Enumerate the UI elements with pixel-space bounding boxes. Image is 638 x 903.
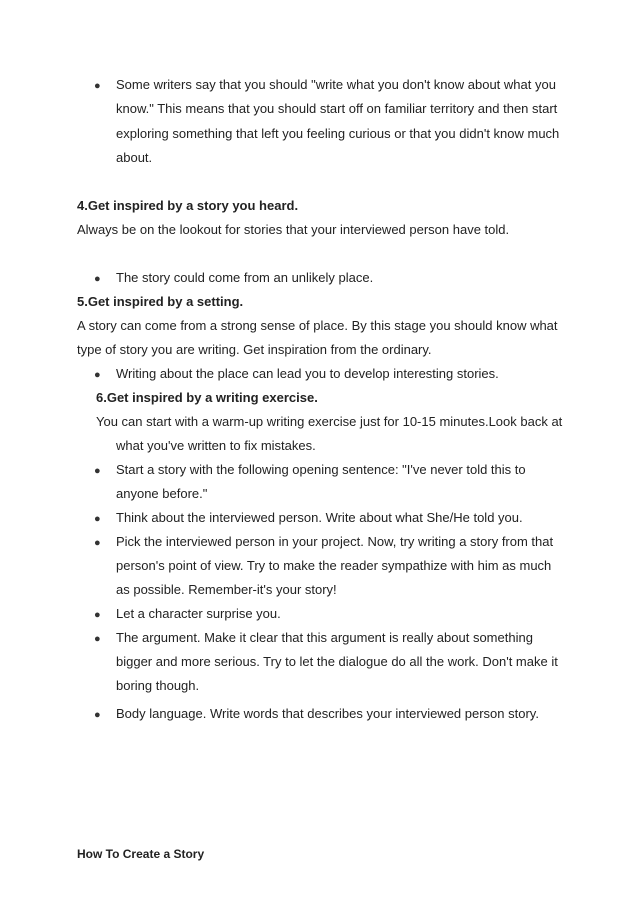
- bullet-marker: ●: [94, 537, 101, 549]
- intro-bullet-line-1: Some writers say that you should "write what you don't know about what you: [116, 77, 556, 92]
- intro-bullet-line-3: exploring something that left you feeling curious or that you didn't know much: [116, 126, 560, 141]
- intro-bullet-line-2: know." This means that you should start off on familiar territory and then start: [116, 101, 558, 116]
- section4-text: Always be on the lookout for stories that your interviewed person have told.: [77, 222, 510, 237]
- section6-bullet-5-line-1: The argument. Make it clear that this argument is really about something: [116, 630, 533, 645]
- section5-bullet: Writing about the place can lead you to develop interesting stories.: [116, 366, 499, 381]
- section6-bullet-3-line-3: as possible. Remember-it's your story!: [116, 582, 337, 597]
- section6-heading: 6.Get inspired by a writing exercise.: [96, 390, 318, 405]
- intro-bullet-line-4: about.: [116, 150, 153, 165]
- section6-bullet-5-line-2: bigger and more serious. Try to let the dialogue do all the work. Don't make it: [116, 654, 558, 669]
- bullet-marker: ●: [94, 369, 101, 381]
- bullet-marker: ●: [94, 513, 101, 525]
- section6-text-line-1: You can start with a warm-up writing exercise just for 10-15 minutes.Look back at: [96, 414, 563, 429]
- section6-bullet-2: Think about the interviewed person. Write about what She/He told you.: [116, 510, 523, 525]
- section6-bullet-4: Let a character surprise you.: [116, 606, 281, 621]
- section5-heading: 5.Get inspired by a setting.: [77, 294, 244, 309]
- section5-text-line-2: type of story you are writing. Get inspiration from the ordinary.: [77, 342, 432, 357]
- section6-bullet-1-line-1: Start a story with the following opening sentence: "I've never told this to: [116, 462, 526, 477]
- section6-bullet-6: Body language. Write words that describes your interviewed person story.: [116, 706, 539, 721]
- section6-bullet-3-line-2: person's point of view. Try to make the reader sympathize with him as much: [116, 558, 552, 573]
- section4-heading: 4.Get inspired by a story you heard.: [77, 198, 299, 213]
- bullet-marker: ●: [94, 273, 101, 285]
- bullet-marker: ●: [94, 609, 101, 621]
- section4-bullet: The story could come from an unlikely place.: [116, 270, 374, 285]
- section6-text-line-2: what you've written to fix mistakes.: [116, 438, 316, 453]
- bullet-marker: ●: [94, 80, 101, 92]
- section5-text-line-1: A story can come from a strong sense of place. By this stage you should know what: [77, 318, 558, 333]
- bullet-marker: ●: [94, 709, 101, 721]
- page-footer-title: How To Create a Story: [77, 847, 205, 861]
- bullet-marker: ●: [94, 465, 101, 477]
- bullet-marker: ●: [94, 633, 101, 645]
- section6-bullet-1-line-2: anyone before.": [116, 486, 208, 501]
- section6-bullet-5-line-3: boring though.: [116, 678, 200, 693]
- section6-bullet-3-line-1: Pick the interviewed person in your project. Now, try writing a story from that: [116, 534, 554, 549]
